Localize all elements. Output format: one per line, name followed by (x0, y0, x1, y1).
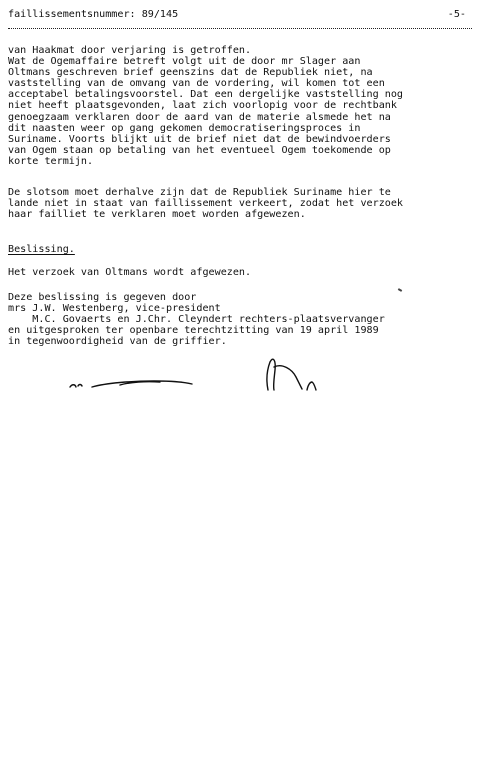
text-line: van Ogem staan op betaling van het eventueel Ogem toekomende op (8, 144, 391, 156)
handwritten-signatures-icon (60, 353, 340, 391)
page-header (8, 9, 478, 21)
paragraph-ogem-affaire (8, 45, 478, 167)
header-divider (8, 28, 472, 29)
text-line: Deze beslissing is gegeven door (8, 292, 197, 303)
text-line: genoegzaam verklaren door de aard van de materie alsmede het na (8, 111, 391, 123)
text-line: korte termijn. (8, 155, 94, 167)
paragraph-conclusion (8, 187, 478, 220)
text-line: Het verzoek van Oltmans wordt afgewezen. (8, 267, 252, 278)
page-number: -5- (447, 9, 466, 20)
text-line: van Haakmat door verjaring is getroffen. (8, 45, 252, 56)
text-line: acceptabel betalingsvoorstel. Dat een dergelijke vaststelling nog (8, 89, 404, 101)
text-line: dit naasten weer op gang gekomen democratiseringsproces in (8, 122, 361, 134)
text-line: mrs J.W. Westenberg, vice-president (8, 303, 221, 315)
text-line: en uitgesproken ter openbare terechtzitting van 19 april 1989 (8, 325, 379, 337)
text-line: De slotsom moet derhalve zijn dat de Republiek Suriname hier te (8, 187, 391, 198)
text-line: Wat de Ogemaffaire betreft volgt uit de door mr Slager aan (8, 56, 361, 68)
text-line: vaststelling van de omvang van de vordering, wil komen tot een (8, 78, 385, 90)
case-number: faillissementsnummer: 89/145 (8, 9, 179, 20)
text-line: Oltmans geschreven brief geenszins dat de Republiek niet, na (8, 67, 373, 79)
text-line: niet heeft plaatsgevonden, laat zich voorlopig voor de rechtbank (8, 100, 397, 112)
decision-details (8, 292, 478, 347)
decision-heading: Beslissing. (8, 244, 75, 255)
text-line: M.C. Govaerts en J.Chr. Cleyndert rechters-plaatsvervanger (8, 314, 385, 326)
text-line: in tegenwoordigheid van de griffier. (8, 336, 227, 348)
text-line: lande niet in staat van faillissement verkeert, zodat het verzoek (8, 198, 404, 210)
decision-ruling (8, 267, 478, 278)
text-line: Suriname. Voorts blijkt uit de brief niet dat de bewindvoerders (8, 133, 391, 145)
text-line: haar failliet te verklaren moet worden afgewezen. (8, 209, 306, 221)
